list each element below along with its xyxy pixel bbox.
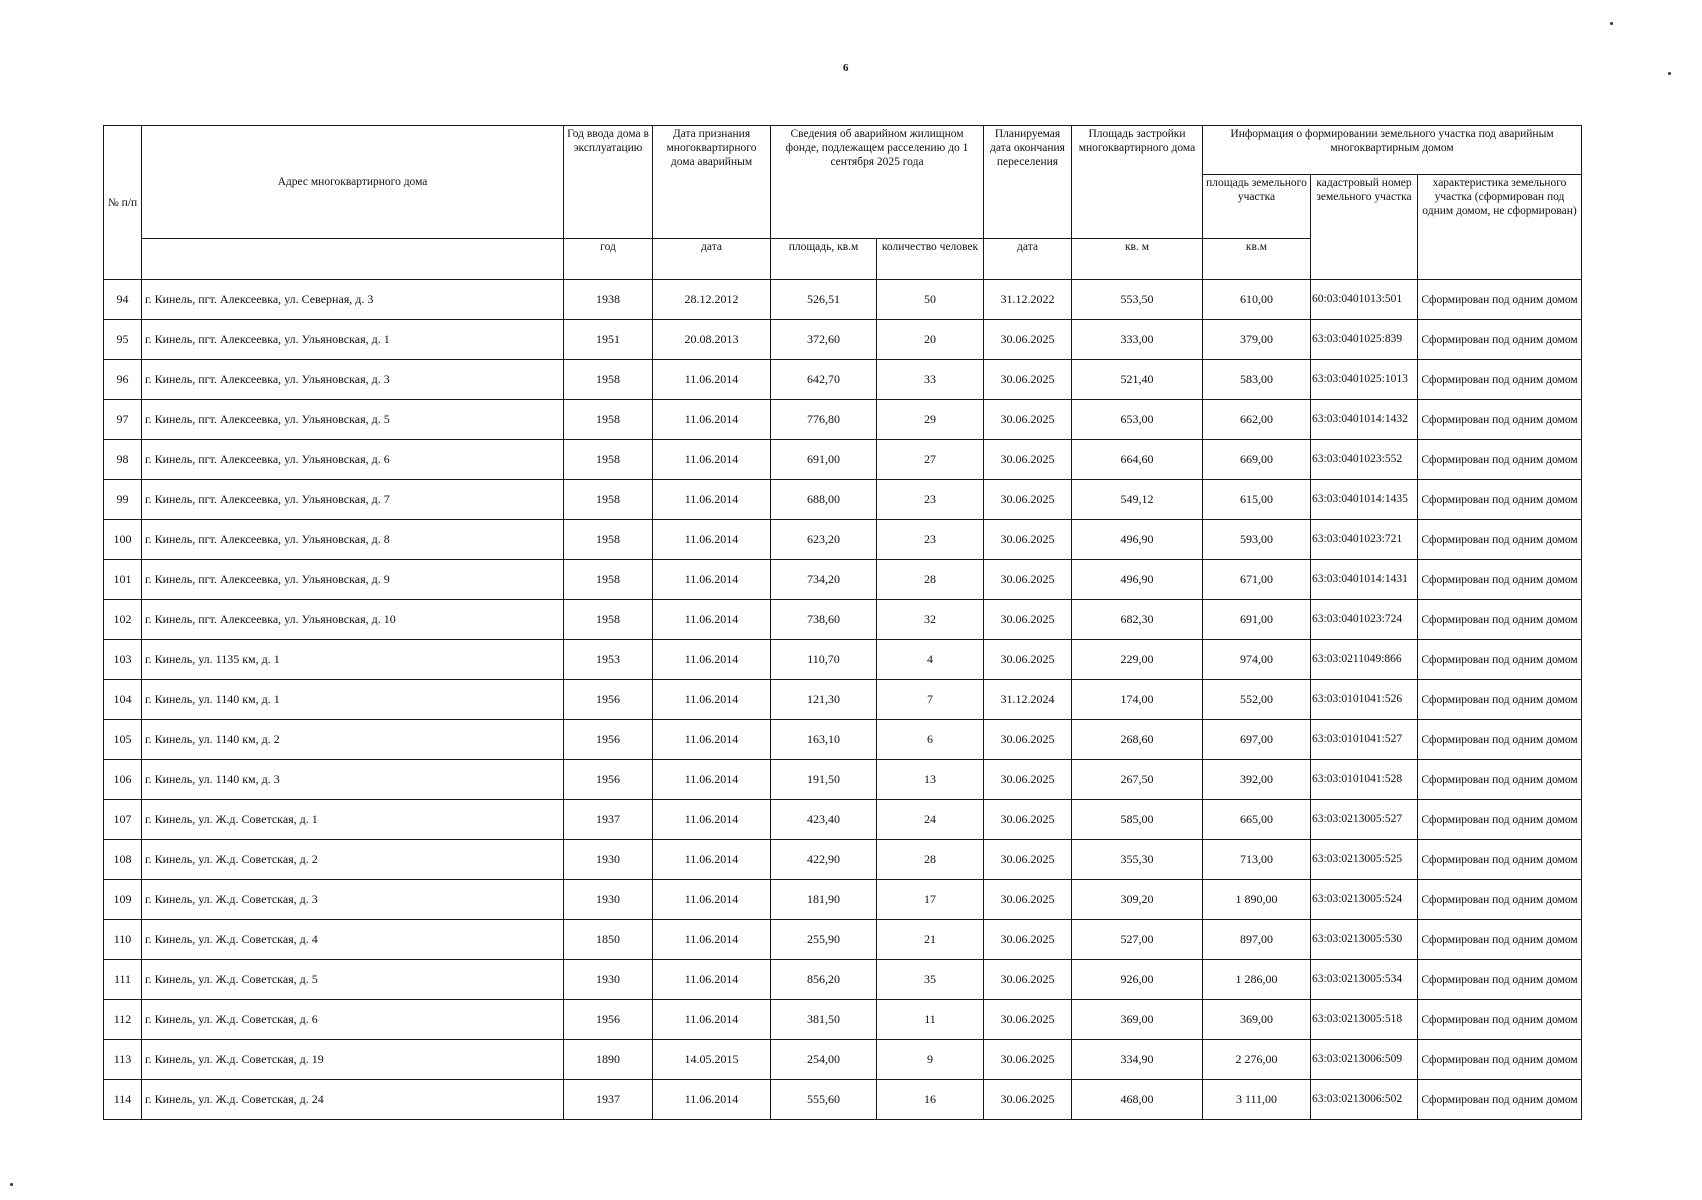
table-row	[104, 600, 1582, 640]
cell-land-char: Сформирован под одним домом	[1418, 1080, 1582, 1120]
cell-land-char: Сформирован под одним домом	[1418, 280, 1582, 320]
cell-num: 111	[104, 960, 142, 1000]
cell-year: 1958	[564, 520, 653, 560]
cell-address: г. Кинель, пгт. Алексеевка, ул. Ульяновская, д. 9	[142, 560, 564, 600]
cell-num: 112	[104, 1000, 142, 1040]
table-row	[104, 720, 1582, 760]
cell-num: 101	[104, 560, 142, 600]
cell-area: 555,60	[771, 1080, 877, 1120]
cell-building-area: 585,00	[1072, 800, 1203, 840]
cell-area: 856,20	[771, 960, 877, 1000]
cell-date: 11.06.2014	[653, 1080, 771, 1120]
table-row	[104, 480, 1582, 520]
table-row	[104, 880, 1582, 920]
cell-address: г. Кинель, пгт. Алексеевка, ул. Ульяновская, д. 10	[142, 600, 564, 640]
cell-planned: 30.06.2025	[984, 1040, 1072, 1080]
cell-building-area: 553,50	[1072, 280, 1203, 320]
cell-land-area: 671,00	[1203, 560, 1311, 600]
cell-date: 11.06.2014	[653, 360, 771, 400]
cell-land-area: 1 286,00	[1203, 960, 1311, 1000]
cell-area: 181,90	[771, 880, 877, 920]
table-row	[104, 1000, 1582, 1040]
cell-address: г. Кинель, ул. Ж.д. Советская, д. 4	[142, 920, 564, 960]
header-land-info: Информация о формировании земельного участка под аварийным многоквартирным домом	[1203, 126, 1582, 175]
cell-land-char: Сформирован под одним домом	[1418, 600, 1582, 640]
cell-land-char: Сформирован под одним домом	[1418, 520, 1582, 560]
table-header	[104, 126, 1582, 280]
cell-date: 11.06.2014	[653, 760, 771, 800]
cell-planned: 30.06.2025	[984, 320, 1072, 360]
cell-date: 11.06.2014	[653, 1000, 771, 1040]
cell-land-area: 3 111,00	[1203, 1080, 1311, 1120]
cell-num: 100	[104, 520, 142, 560]
cell-num: 94	[104, 280, 142, 320]
cell-area: 163,10	[771, 720, 877, 760]
cell-people: 33	[877, 360, 984, 400]
scan-speck	[1668, 72, 1671, 75]
emergency-housing-table	[103, 125, 1582, 1120]
cell-year: 1958	[564, 560, 653, 600]
cell-date: 11.06.2014	[653, 440, 771, 480]
cell-planned: 30.06.2025	[984, 840, 1072, 880]
cell-address: г. Кинель, пгт. Алексеевка, ул. Ульяновская, д. 7	[142, 480, 564, 520]
cell-area: 691,00	[771, 440, 877, 480]
cell-year: 1937	[564, 1080, 653, 1120]
cell-land-area: 2 276,00	[1203, 1040, 1311, 1080]
cell-date: 11.06.2014	[653, 640, 771, 680]
cell-people: 21	[877, 920, 984, 960]
cell-date: 11.06.2014	[653, 720, 771, 760]
cell-area: 372,60	[771, 320, 877, 360]
header-date-recognized: Дата признания многоквартирного дома аварийным	[653, 126, 771, 239]
cell-cadastral: 63:03:0401023:724	[1311, 600, 1418, 640]
cell-year: 1930	[564, 840, 653, 880]
cell-planned: 30.06.2025	[984, 640, 1072, 680]
cell-year: 1850	[564, 920, 653, 960]
cell-address: г. Кинель, ул. 1140 км, д. 2	[142, 720, 564, 760]
cell-area: 422,90	[771, 840, 877, 880]
header-address-unit	[142, 239, 564, 280]
cell-area: 734,20	[771, 560, 877, 600]
header-land-area: площадь земельного участка	[1203, 175, 1311, 239]
cell-people: 9	[877, 1040, 984, 1080]
cell-land-area: 552,00	[1203, 680, 1311, 720]
cell-land-area: 1 890,00	[1203, 880, 1311, 920]
table-row	[104, 920, 1582, 960]
cell-building-area: 549,12	[1072, 480, 1203, 520]
header-emergency-fund: Сведения об аварийном жилищном фонде, подлежащем расселению до 1 сентября 2025 года	[771, 126, 984, 239]
table-row	[104, 1040, 1582, 1080]
header-year-commission: Год ввода дома в эксплуатацию	[564, 126, 653, 239]
scan-speck	[1610, 22, 1613, 25]
cell-num: 113	[104, 1040, 142, 1080]
header-unit-date: дата	[653, 239, 771, 280]
header-address: Адрес многоквартирного дома	[142, 126, 564, 239]
cell-land-area: 369,00	[1203, 1000, 1311, 1040]
cell-land-area: 691,00	[1203, 600, 1311, 640]
cell-date: 28.12.2012	[653, 280, 771, 320]
cell-cadastral: 63:03:0213005:518	[1311, 1000, 1418, 1040]
cell-year: 1956	[564, 720, 653, 760]
cell-cadastral: 63:03:0401023:552	[1311, 440, 1418, 480]
cell-land-area: 974,00	[1203, 640, 1311, 680]
cell-planned: 30.06.2025	[984, 960, 1072, 1000]
cell-num: 97	[104, 400, 142, 440]
cell-cadastral: 60:03:0401013:501	[1311, 280, 1418, 320]
cell-building-area: 369,00	[1072, 1000, 1203, 1040]
cell-cadastral: 63:03:0211049:866	[1311, 640, 1418, 680]
table-row	[104, 400, 1582, 440]
cell-planned: 30.06.2025	[984, 1000, 1072, 1040]
cell-people: 50	[877, 280, 984, 320]
cell-planned: 30.06.2025	[984, 1080, 1072, 1120]
cell-address: г. Кинель, ул. Ж.д. Советская, д. 2	[142, 840, 564, 880]
cell-year: 1930	[564, 880, 653, 920]
cell-date: 11.06.2014	[653, 800, 771, 840]
cell-date: 11.06.2014	[653, 840, 771, 880]
cell-building-area: 496,90	[1072, 520, 1203, 560]
cell-building-area: 682,30	[1072, 600, 1203, 640]
cell-date: 11.06.2014	[653, 920, 771, 960]
cell-address: г. Кинель, пгт. Алексеевка, ул. Ульяновская, д. 3	[142, 360, 564, 400]
cell-planned: 30.06.2025	[984, 760, 1072, 800]
cell-address: г. Кинель, ул. 1135 км, д. 1	[142, 640, 564, 680]
header-unit-year: год	[564, 239, 653, 280]
cell-area: 255,90	[771, 920, 877, 960]
table-row	[104, 1080, 1582, 1120]
cell-land-area: 669,00	[1203, 440, 1311, 480]
cell-year: 1930	[564, 960, 653, 1000]
cell-address: г. Кинель, ул. Ж.д. Советская, д. 6	[142, 1000, 564, 1040]
cell-cadastral: 63:03:0101041:528	[1311, 760, 1418, 800]
table-row	[104, 800, 1582, 840]
table-row	[104, 840, 1582, 880]
header-unit-people: количество человек	[877, 239, 984, 280]
cell-address: г. Кинель, пгт. Алексеевка, ул. Северная, д. 3	[142, 280, 564, 320]
cell-num: 103	[104, 640, 142, 680]
cell-land-char: Сформирован под одним домом	[1418, 1000, 1582, 1040]
cell-year: 1951	[564, 320, 653, 360]
cell-land-char: Сформирован под одним домом	[1418, 400, 1582, 440]
table-row	[104, 960, 1582, 1000]
cell-land-area: 897,00	[1203, 920, 1311, 960]
cell-year: 1958	[564, 480, 653, 520]
cell-people: 23	[877, 480, 984, 520]
cell-people: 35	[877, 960, 984, 1000]
cell-address: г. Кинель, ул. Ж.д. Советская, д. 1	[142, 800, 564, 840]
cell-year: 1958	[564, 400, 653, 440]
cell-address: г. Кинель, пгт. Алексеевка, ул. Ульяновская, д. 5	[142, 400, 564, 440]
cell-date: 11.06.2014	[653, 960, 771, 1000]
cell-land-char: Сформирован под одним домом	[1418, 560, 1582, 600]
cell-num: 98	[104, 440, 142, 480]
cell-land-area: 615,00	[1203, 480, 1311, 520]
cell-address: г. Кинель, ул. 1140 км, д. 1	[142, 680, 564, 720]
cell-people: 17	[877, 880, 984, 920]
cell-people: 4	[877, 640, 984, 680]
cell-area: 110,70	[771, 640, 877, 680]
cell-land-char: Сформирован под одним домом	[1418, 720, 1582, 760]
cell-address: г. Кинель, пгт. Алексеевка, ул. Ульяновская, д. 6	[142, 440, 564, 480]
cell-cadastral: 63:03:0213005:534	[1311, 960, 1418, 1000]
cell-building-area: 496,90	[1072, 560, 1203, 600]
cell-num: 96	[104, 360, 142, 400]
cell-area: 121,30	[771, 680, 877, 720]
cell-building-area: 334,90	[1072, 1040, 1203, 1080]
cell-date: 14.05.2015	[653, 1040, 771, 1080]
cell-land-char: Сформирован под одним домом	[1418, 1040, 1582, 1080]
cell-planned: 30.06.2025	[984, 440, 1072, 480]
cell-num: 114	[104, 1080, 142, 1120]
cell-cadastral: 63:03:0213005:527	[1311, 800, 1418, 840]
cell-land-area: 662,00	[1203, 400, 1311, 440]
cell-address: г. Кинель, ул. Ж.д. Советская, д. 24	[142, 1080, 564, 1120]
cell-building-area: 229,00	[1072, 640, 1203, 680]
table-row	[104, 680, 1582, 720]
cell-land-area: 697,00	[1203, 720, 1311, 760]
cell-people: 13	[877, 760, 984, 800]
cell-land-char: Сформирован под одним домом	[1418, 480, 1582, 520]
cell-people: 32	[877, 600, 984, 640]
cell-cadastral: 63:03:0213005:530	[1311, 920, 1418, 960]
cell-date: 20.08.2013	[653, 320, 771, 360]
cell-year: 1890	[564, 1040, 653, 1080]
table-row	[104, 520, 1582, 560]
cell-land-char: Сформирован под одним домом	[1418, 920, 1582, 960]
cell-land-char: Сформирован под одним домом	[1418, 360, 1582, 400]
cell-date: 11.06.2014	[653, 680, 771, 720]
header-unit-land-area: кв.м	[1203, 239, 1311, 280]
cell-building-area: 521,40	[1072, 360, 1203, 400]
cell-area: 688,00	[771, 480, 877, 520]
cell-land-char: Сформирован под одним домом	[1418, 440, 1582, 480]
cell-area: 623,20	[771, 520, 877, 560]
cell-address: г. Кинель, пгт. Алексеевка, ул. Ульяновская, д. 8	[142, 520, 564, 560]
cell-cadastral: 63:03:0213006:509	[1311, 1040, 1418, 1080]
cell-cadastral: 63:03:0401025:1013	[1311, 360, 1418, 400]
cell-date: 11.06.2014	[653, 560, 771, 600]
cell-people: 29	[877, 400, 984, 440]
cell-planned: 30.06.2025	[984, 880, 1072, 920]
header-unit-building-area: кв. м	[1072, 239, 1203, 280]
cell-building-area: 174,00	[1072, 680, 1203, 720]
cell-people: 27	[877, 440, 984, 480]
table-row	[104, 280, 1582, 320]
cell-building-area: 267,50	[1072, 760, 1203, 800]
cell-planned: 31.12.2022	[984, 280, 1072, 320]
cell-land-char: Сформирован под одним домом	[1418, 800, 1582, 840]
cell-land-char: Сформирован под одним домом	[1418, 680, 1582, 720]
cell-year: 1956	[564, 680, 653, 720]
cell-year: 1956	[564, 760, 653, 800]
cell-planned: 30.06.2025	[984, 520, 1072, 560]
cell-cadastral: 63:03:0401014:1432	[1311, 400, 1418, 440]
cell-year: 1956	[564, 1000, 653, 1040]
cell-num: 99	[104, 480, 142, 520]
cell-cadastral: 63:03:0101041:526	[1311, 680, 1418, 720]
cell-num: 109	[104, 880, 142, 920]
table-row	[104, 560, 1582, 600]
cell-year: 1938	[564, 280, 653, 320]
table-row	[104, 360, 1582, 400]
cell-num: 110	[104, 920, 142, 960]
cell-building-area: 468,00	[1072, 1080, 1203, 1120]
cell-year: 1953	[564, 640, 653, 680]
cell-building-area: 355,30	[1072, 840, 1203, 880]
header-unit-area: площадь, кв.м	[771, 239, 877, 280]
cell-date: 11.06.2014	[653, 480, 771, 520]
cell-land-area: 379,00	[1203, 320, 1311, 360]
table-row	[104, 760, 1582, 800]
header-building-area: Площадь застройки многоквартирного дома	[1072, 126, 1203, 239]
header-num: № п/п	[104, 126, 142, 280]
header-unit-planned-date: дата	[984, 239, 1072, 280]
scan-speck	[10, 1183, 13, 1186]
cell-planned: 30.06.2025	[984, 920, 1072, 960]
cell-land-char: Сформирован под одним домом	[1418, 960, 1582, 1000]
cell-date: 11.06.2014	[653, 880, 771, 920]
cell-land-char: Сформирован под одним домом	[1418, 880, 1582, 920]
table-body	[104, 280, 1582, 1120]
cell-year: 1937	[564, 800, 653, 840]
cell-area: 642,70	[771, 360, 877, 400]
cell-area: 526,51	[771, 280, 877, 320]
cell-address: г. Кинель, ул. Ж.д. Советская, д. 3	[142, 880, 564, 920]
cell-building-area: 527,00	[1072, 920, 1203, 960]
cell-land-area: 665,00	[1203, 800, 1311, 840]
cell-address: г. Кинель, ул. 1140 км, д. 3	[142, 760, 564, 800]
cell-building-area: 309,20	[1072, 880, 1203, 920]
cell-cadastral: 63:03:0213006:502	[1311, 1080, 1418, 1120]
cell-planned: 30.06.2025	[984, 480, 1072, 520]
table-row	[104, 440, 1582, 480]
cell-land-area: 610,00	[1203, 280, 1311, 320]
cell-people: 20	[877, 320, 984, 360]
cell-num: 106	[104, 760, 142, 800]
cell-building-area: 664,60	[1072, 440, 1203, 480]
cell-people: 23	[877, 520, 984, 560]
cell-area: 191,50	[771, 760, 877, 800]
cell-planned: 30.06.2025	[984, 800, 1072, 840]
cell-people: 11	[877, 1000, 984, 1040]
table-row	[104, 640, 1582, 680]
cell-address: г. Кинель, пгт. Алексеевка, ул. Ульяновская, д. 1	[142, 320, 564, 360]
cell-area: 423,40	[771, 800, 877, 840]
cell-land-area: 593,00	[1203, 520, 1311, 560]
cell-num: 95	[104, 320, 142, 360]
cell-land-char: Сформирован под одним домом	[1418, 840, 1582, 880]
cell-land-char: Сформирован под одним домом	[1418, 320, 1582, 360]
cell-planned: 30.06.2025	[984, 360, 1072, 400]
cell-year: 1958	[564, 600, 653, 640]
cell-land-area: 583,00	[1203, 360, 1311, 400]
cell-year: 1958	[564, 360, 653, 400]
cell-cadastral: 63:03:0401025:839	[1311, 320, 1418, 360]
cell-cadastral: 63:03:0213005:524	[1311, 880, 1418, 920]
cell-cadastral: 63:03:0101041:527	[1311, 720, 1418, 760]
cell-planned: 31.12.2024	[984, 680, 1072, 720]
cell-cadastral: 63:03:0401023:721	[1311, 520, 1418, 560]
cell-date: 11.06.2014	[653, 600, 771, 640]
cell-address: г. Кинель, ул. Ж.д. Советская, д. 19	[142, 1040, 564, 1080]
cell-building-area: 268,60	[1072, 720, 1203, 760]
cell-num: 107	[104, 800, 142, 840]
cell-people: 16	[877, 1080, 984, 1120]
cell-date: 11.06.2014	[653, 400, 771, 440]
cell-address: г. Кинель, ул. Ж.д. Советская, д. 5	[142, 960, 564, 1000]
header-cadastral: кадастровый номер земельного участка	[1311, 175, 1418, 280]
cell-cadastral: 63:03:0401014:1431	[1311, 560, 1418, 600]
cell-land-char: Сформирован под одним домом	[1418, 760, 1582, 800]
cell-area: 738,60	[771, 600, 877, 640]
cell-area: 381,50	[771, 1000, 877, 1040]
cell-num: 104	[104, 680, 142, 720]
header-planned-end: Планируемая дата окончания переселения	[984, 126, 1072, 239]
cell-planned: 30.06.2025	[984, 560, 1072, 600]
cell-area: 776,80	[771, 400, 877, 440]
cell-people: 28	[877, 560, 984, 600]
cell-people: 6	[877, 720, 984, 760]
cell-building-area: 333,00	[1072, 320, 1203, 360]
cell-people: 28	[877, 840, 984, 880]
cell-building-area: 653,00	[1072, 400, 1203, 440]
cell-year: 1958	[564, 440, 653, 480]
cell-num: 102	[104, 600, 142, 640]
cell-cadastral: 63:03:0213005:525	[1311, 840, 1418, 880]
cell-planned: 30.06.2025	[984, 400, 1072, 440]
table-row	[104, 320, 1582, 360]
cell-num: 108	[104, 840, 142, 880]
cell-building-area: 926,00	[1072, 960, 1203, 1000]
cell-num: 105	[104, 720, 142, 760]
cell-land-area: 713,00	[1203, 840, 1311, 880]
page-number: 6	[843, 62, 849, 74]
cell-people: 7	[877, 680, 984, 720]
cell-people: 24	[877, 800, 984, 840]
cell-cadastral: 63:03:0401014:1435	[1311, 480, 1418, 520]
cell-land-char: Сформирован под одним домом	[1418, 640, 1582, 680]
cell-date: 11.06.2014	[653, 520, 771, 560]
cell-land-area: 392,00	[1203, 760, 1311, 800]
header-land-char: характеристика земельного участка (сформирован под одним домом, не сформирован)	[1418, 175, 1582, 280]
cell-area: 254,00	[771, 1040, 877, 1080]
cell-planned: 30.06.2025	[984, 720, 1072, 760]
cell-planned: 30.06.2025	[984, 600, 1072, 640]
